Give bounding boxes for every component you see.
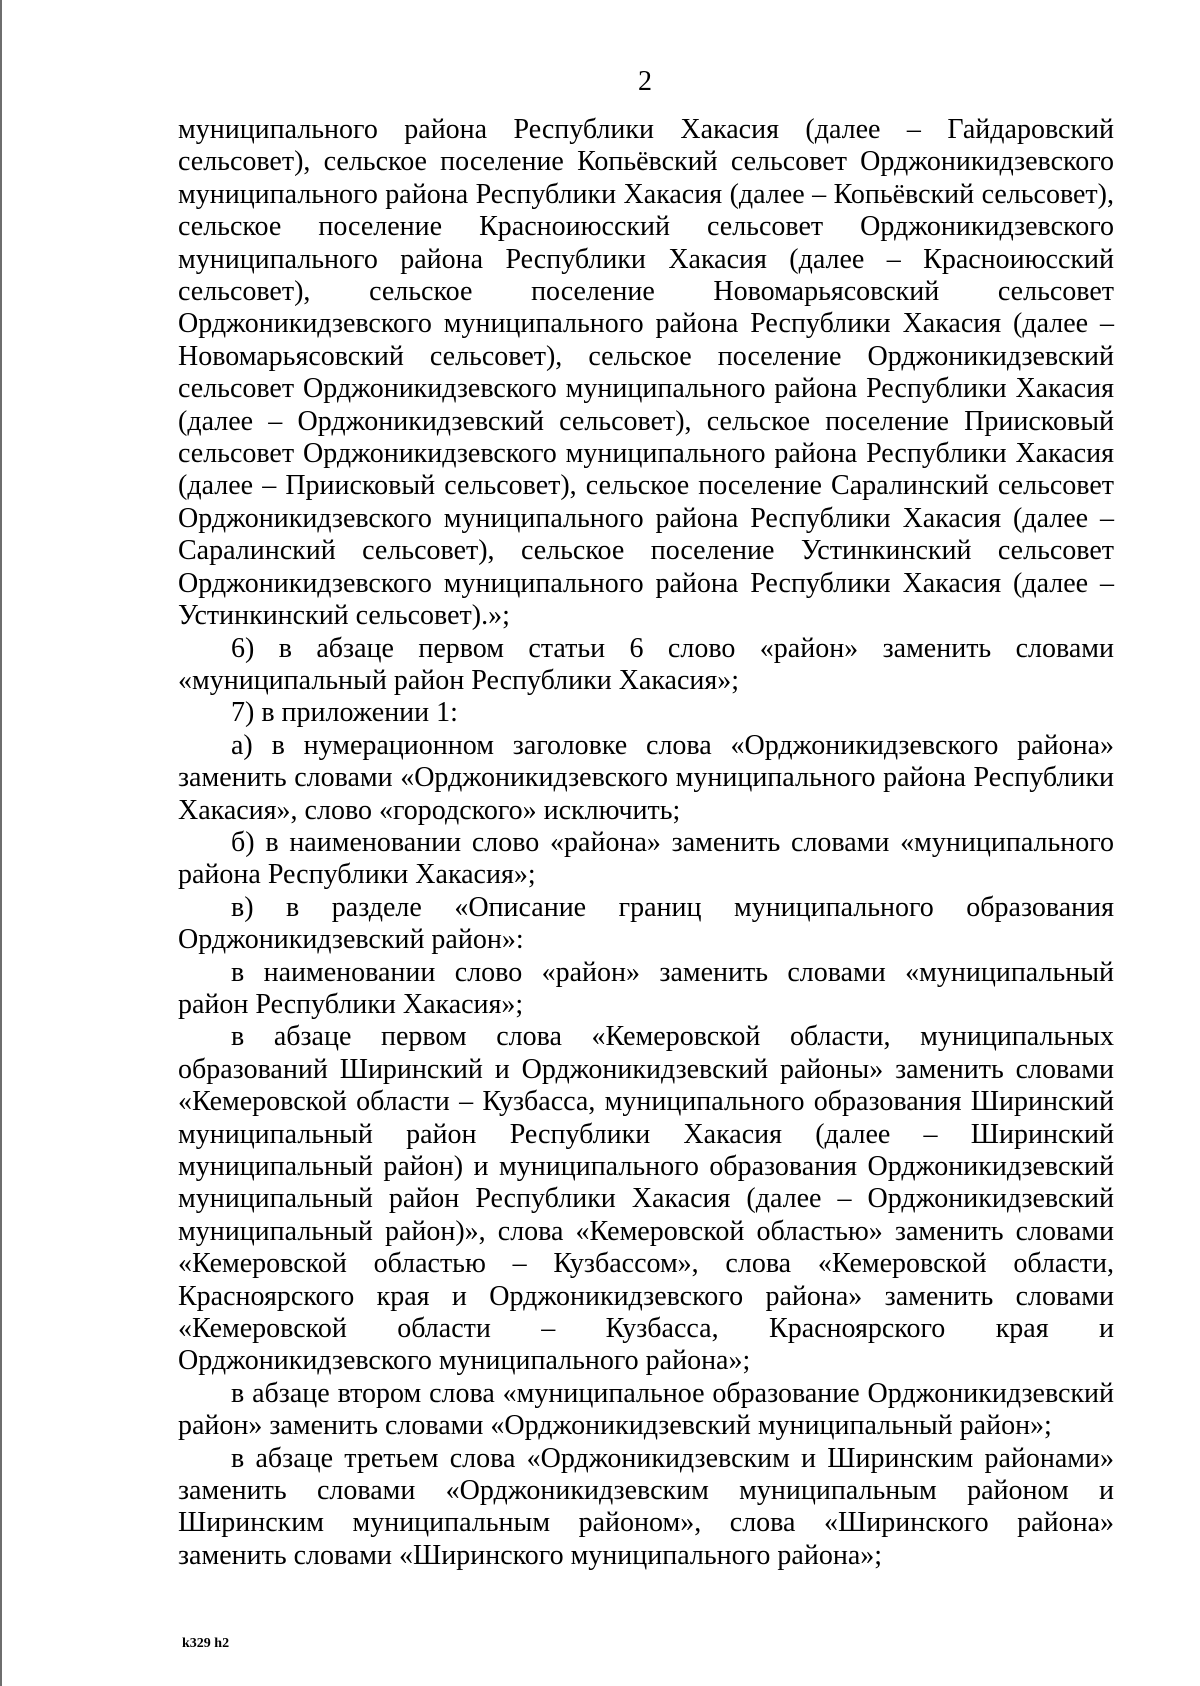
paragraph-item-7: 7) в приложении 1: [231, 697, 458, 729]
scan-border [0, 0, 2, 1686]
paragraph-subitem-b: б) в наименовании слово «района» заменить словами «муниципального района Республики Хакасия»; [178, 826, 1114, 891]
paragraph-continuation: муниципального района Республики Хакасия (далее – Гайдаровский сельсовет), сельское поселение Копьёвский сельсовет Орджоникидзевского муниципального района Республики Хакасия (далее – Копьёвский сельсовет), сельское поселение Красноиюсский сельсовет Орджоникидзевского муниципального района Республики Хакасия (далее – Красноиюсский сельсовет), сельское поселение Новомарьясовский сельсовет Орджоникидзевского муниципального района Республики Хакасия (далее – Новомарьясовский сельсовет), сельское поселение Орджоникидзевский сельсовет Орджоникидзевского муниципального района Республики Хакасия (далее – Орджоникидзевский сельсовет), сельское поселение Приисковый сельсовет Орджоникидзевского муниципального района Республики Хакасия (далее – Приисковый сельсовет), сельское поселение Саралинский сельсовет Орджоникидзевского муниципального района Республики Хакасия (далее – Саралинский сельсовет), сельское поселение Устинкинский сельсовет Орджоникидзевского муниципального района Республики Хакасия (далее – Устинкинский сельсовет).»; [178, 114, 1114, 632]
paragraph-abzac-3: в абзаце третьем слова «Орджоникидзевским и Ширинским районами» заменить словами «Орджоникидзевским муниципальным районом и Ширинским муниципальным районом», слова «Ширинского района» заменить словами «Ширинского муниципального района»; [178, 1442, 1114, 1571]
paragraph-naimenovanie: в наименовании слово «район» заменить словами «муниципальный район Республики Хакасия»; [178, 956, 1114, 1020]
paragraph-abzac-2: в абзаце втором слова «муниципальное образование Орджоникидзевский район» заменить словами «Орджоникидзевский муниципальный район»; [178, 1377, 1114, 1442]
document-body [178, 114, 1114, 1572]
paragraph-subitem-a: а) в нумерационном заголовке слова «Орджоникидзевского района» заменить словами «Орджоникидзевского муниципального района Республики Хакасия», слово «городского» исключить; [178, 729, 1114, 826]
document-code: k329 h2 [182, 1636, 230, 1651]
paragraph-abzac-1: в абзаце первом слова «Кемеровской области, муниципальных образований Ширинский и Орджоникидзевский районы» заменить словами «Кемеровской области – Кузбасса, муниципального образования Ширинский муниципальный район Республики Хакасия (далее – Ширинский муниципальный район) и муниципального образования Орджоникидзевский муниципальный район Республики Хакасия (далее – Орджоникидзевский муниципальный район)», слова «Кемеровской областью» заменить словами «Кемеровской областью – Кузбассом», слова «Кемеровской области, Красноярского края и Орджоникидзевского района» заменить словами «Кемеровской области – Кузбасса, Красноярского края и Орджоникидзевского муниципального района»; [178, 1021, 1114, 1377]
paragraph-subitem-v: в) в разделе «Описание границ муниципального образования Орджоникидзевский район»: [178, 891, 1114, 956]
paragraph-item-6: 6) в абзаце первом статьи 6 слово «район» заменить словами «муниципальный район Республики Хакасия»; [178, 632, 1114, 696]
page-number: 2 [638, 66, 652, 97]
